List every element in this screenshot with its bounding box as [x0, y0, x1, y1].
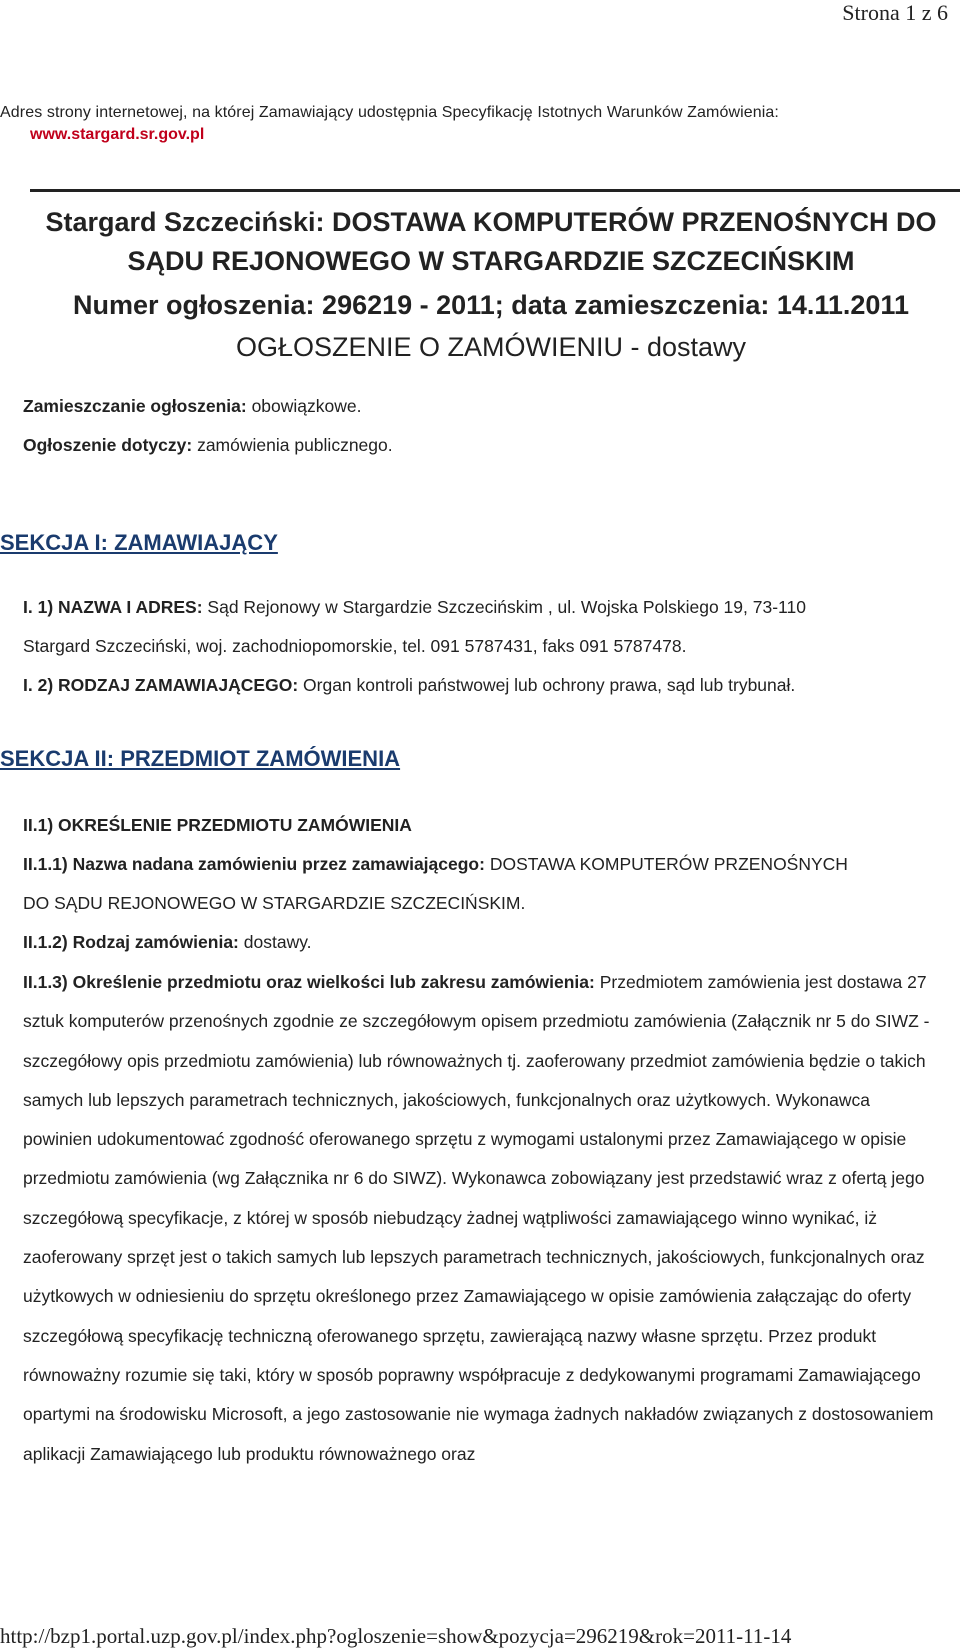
order-scope-label: II.1.3) Określenie przedmiotu oraz wielkości lub zakresu zamówienia:: [23, 972, 595, 992]
placement-label: Zamieszczanie ogłoszenia:: [23, 396, 247, 416]
footer-url: http://bzp1.portal.uzp.gov.pl/index.php?ogloszenie=show&pozycja=296219&rok=2011-11-14: [0, 1624, 792, 1648]
order-scope-paragraph: [23, 963, 943, 1474]
order-kind-line: [23, 923, 312, 962]
subject-definition-line: [23, 806, 412, 845]
contracting-name-label: I. 1) NAZWA I ADRES:: [23, 597, 203, 617]
section-1-heading: SEKCJA I: ZAMAWIAJĄCY: [0, 530, 278, 555]
order-name-line-2: DO SĄDU REJONOWEGO W STARGARDZIE SZCZECIŃSKIM.: [23, 893, 526, 913]
placement-line: [23, 387, 361, 426]
notice-title: [10, 203, 960, 281]
order-kind-label: II.1.2) Rodzaj zamówienia:: [23, 932, 239, 952]
header-divider: [30, 189, 960, 192]
notice-number: Numer ogłoszenia: 296219 - 2011; data zamieszczenia: 14.11.2011: [73, 290, 909, 320]
contracting-type-value: Organ kontroli państwowej lub ochrony prawa, sąd lub trybunał.: [303, 675, 796, 695]
subject-definition-label: II.1) OKREŚLENIE PRZEDMIOTU ZAMÓWIENIA: [23, 815, 412, 835]
concerns-label: Ogłoszenie dotyczy:: [23, 435, 193, 455]
order-name-label: II.1.1) Nazwa nadana zamówieniu przez zamawiającego:: [23, 854, 485, 874]
contracting-name-line: [23, 588, 806, 627]
order-kind-value: dostawy.: [243, 932, 312, 952]
page-indicator: Strona 1 z 6: [842, 0, 948, 25]
intro-url-link[interactable]: www.stargard.sr.gov.pl: [30, 126, 205, 143]
intro-note: Adres strony internetowej, na której Zamawiający udostępnia Specyfikację Istotnych Warunków Zamówienia:: [0, 104, 779, 121]
notice-subtitle: OGŁOSZENIE O ZAMÓWIENIU - dostawy: [235, 332, 747, 362]
placement-value: obowiązkowe.: [251, 396, 362, 416]
title-line-2: SĄDU REJONOWEGO W STARGARDZIE SZCZECIŃSKIM: [127, 246, 855, 276]
section-2-heading: SEKCJA II: PRZEDMIOT ZAMÓWIENIA: [0, 746, 401, 771]
order-name-line: [23, 845, 848, 884]
concerns-line: [23, 426, 393, 465]
order-name-value: DOSTAWA KOMPUTERÓW PRZENOŚNYCH: [489, 854, 848, 874]
concerns-value: zamówienia publicznego.: [197, 435, 393, 455]
contracting-type-line: [23, 666, 795, 705]
contracting-type-label: I. 2) RODZAJ ZAMAWIAJĄCEGO:: [23, 675, 299, 695]
title-line-1: Stargard Szczeciński: DOSTAWA KOMPUTERÓW PRZENOŚNYCH DO: [45, 207, 937, 237]
contracting-name-value: Sąd Rejonowy w Stargardzie Szczecińskim , ul. Wojska Polskiego 19, 73-110: [207, 597, 806, 617]
contracting-address-line: Stargard Szczeciński, woj. zachodniopomorskie, tel. 091 5787431, faks 091 5787478.: [23, 636, 687, 656]
order-scope-value: Przedmiotem zamówienia jest dostawa 27 sztuk komputerów przenośnych zgodnie ze szczegółowym opisem przedmiotu zamówienia (Załącznik nr 5 do SIWZ - szczegółowy opis przedmiotu zamówienia) lub równoważnych tj. zaoferowany przedmiot zamówienia będzie o takich samych lub lepszych parametrach technicznych, jakościowych, funkcjonalnych oraz użytkowych. Wykonawca powinien udokumentować zgodność oferowanego sprzętu z wymogami ustalonymi przez Zamawiającego w opisie przedmiotu zamówienia (wg Załącznika nr 6 do SIWZ). Wykonawca zobowiązany jest przedstawić wraz z ofertą jego szczegółową specyfikacje, z której w sposób niebudzący żadnej wątpliwości zamawiającego winno wynikać, iż zaoferowany sprzęt jest o takich samych lub lepszych parametrach technicznych, jakościowych, funkcjonalnych oraz użytkowych w odniesieniu do sprzętu określonego przez Zamawiającego w opisie zamówienia załączając do oferty szczegółową specyfikację techniczną oferowanego sprzętu, zawierającą nazwy własne sprzętu. Przez produkt równoważny rozumie się taki, który w sposób poprawny współpracuje z dedykowanymi programami Zamawiającego opartymi na środowisku Microsoft, a jego zastosowanie nie wymaga żadnych nakładów związanych z dostosowaniem aplikacji Zamawiającego lub produktu równoważnego oraz: [23, 972, 934, 1464]
